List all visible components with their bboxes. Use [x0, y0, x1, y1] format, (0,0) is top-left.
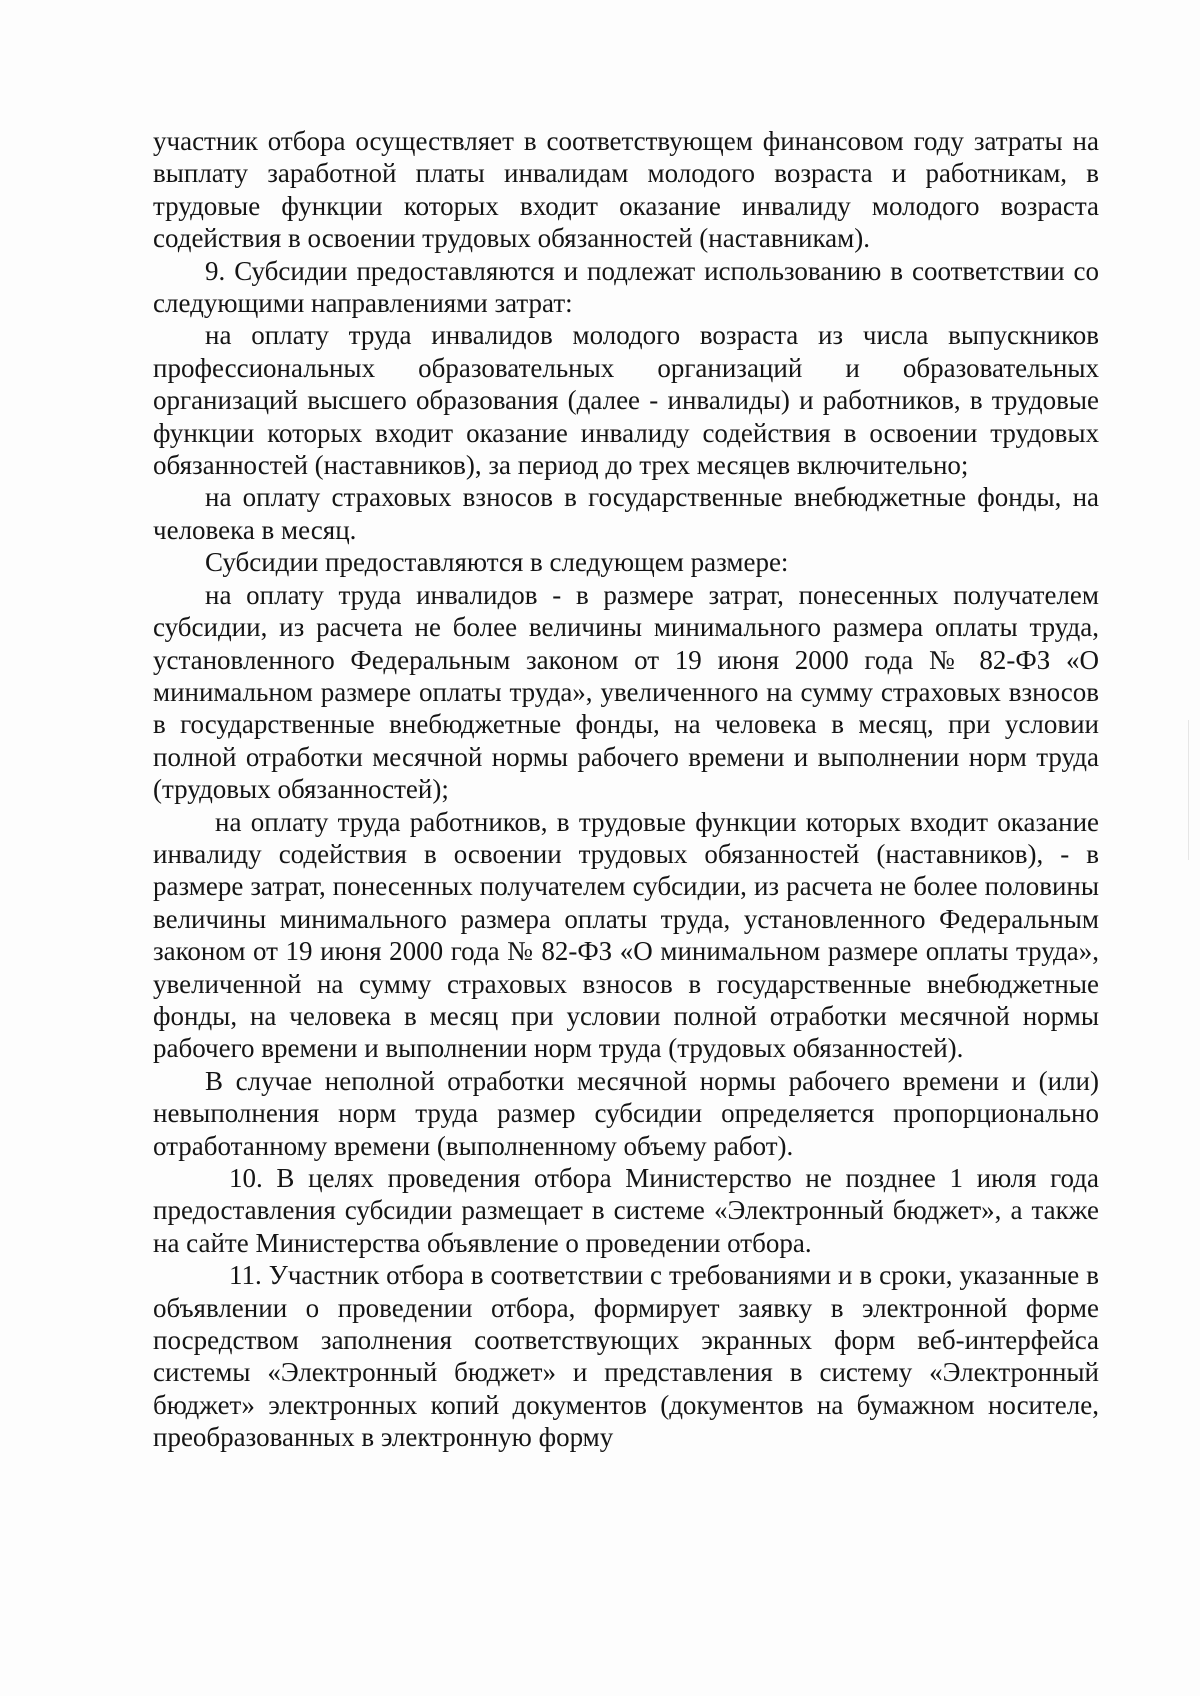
document-body: [153, 125, 1099, 1454]
paragraph-mentor-wage-amount: на оплату труда работников, в трудовые функции которых входит оказание инвалиду содействия в освоении трудовых обязанностей (наставников), - в размере затрат, понесенных получателем субсидии, из расчета не более половины величины минимального размера оплаты труда, установленного Федеральным законом от 19 июня 2000 года № 82-ФЗ «О минимальном размере оплаты труда», увеличенной на сумму страховых взносов в государственные внебюджетные фонды, на человека в месяц при условии полной отработки месячной нормы рабочего времени и выполнении норм труда (трудовых обязанностей).: [153, 806, 1099, 1064]
paragraph-item-9: 9. Субсидии предоставляются и подлежат использованию в соответствии со следующими направлениями затрат:: [153, 255, 1099, 319]
paragraph-insurance-direction: на оплату страховых взносов в государственные внебюджетные фонды, на человека в месяц.: [153, 482, 1099, 545]
paragraph-partial-time: В случае неполной отработки месячной нормы рабочего времени и (или) невыполнения норм труда размер субсидии определяется пропорционально отработанному времени (выполненному объему работ).: [153, 1065, 1099, 1161]
paragraph-wage-direction: на оплату труда инвалидов молодого возраста из числа выпускников профессиональных образовательных организаций и образовательных организаций высшего образования (далее - инвалиды) и работников, в трудовые функции которых входит оказание инвалиду содействия в освоении трудовых обязанностей (наставников), за период до трех месяцев включительно;: [153, 320, 1099, 481]
paragraph-subsidy-amount-intro: Субсидии предоставляются в следующем размере:: [205, 547, 789, 578]
paragraph-continuation: участник отбора осуществляет в соответствующем финансовом году затраты на выплату заработной платы инвалидам молодого возраста и работникам, в трудовые функции которых входит оказание инвалиду молодого возраста содействия в освоении трудовых обязанностей (наставникам).: [153, 126, 1099, 254]
scan-edge-mark: [1188, 720, 1189, 860]
paragraph-item-10: 10. В целях проведения отбора Министерство не позднее 1 июля года предоставления субсидии размещает в системе «Электронный бюджет», а также на сайте Министерства объявление о проведении отбора.: [153, 1163, 1099, 1258]
paragraph-item-11: 11. Участник отбора в соответствии с требованиями и в сроки, указанные в объявлении о проведении отбора, формирует заявку в электронной форме посредством заполнения соответствующих экранных форм веб-интерфейса системы «Электронный бюджет» и представления в систему «Электронный бюджет» электронных копий документов (документов на бумажном носителе, преобразованных в электронную форму: [153, 1260, 1099, 1453]
paragraph-disabled-wage-amount: на оплату труда инвалидов - в размере затрат, понесенных получателем субсидии, из расчета не более величины минимального размера оплаты труда, установленного Федеральным законом от 19 июня 2000 года № 82-ФЗ «О минимальном размере оплаты труда», увеличенного на сумму страховых взносов в государственные внебюджетные фонды, на человека в месяц, при условии полной отработки месячной нормы рабочего времени и выполнении норм труда (трудовых обязанностей);: [153, 579, 1099, 805]
